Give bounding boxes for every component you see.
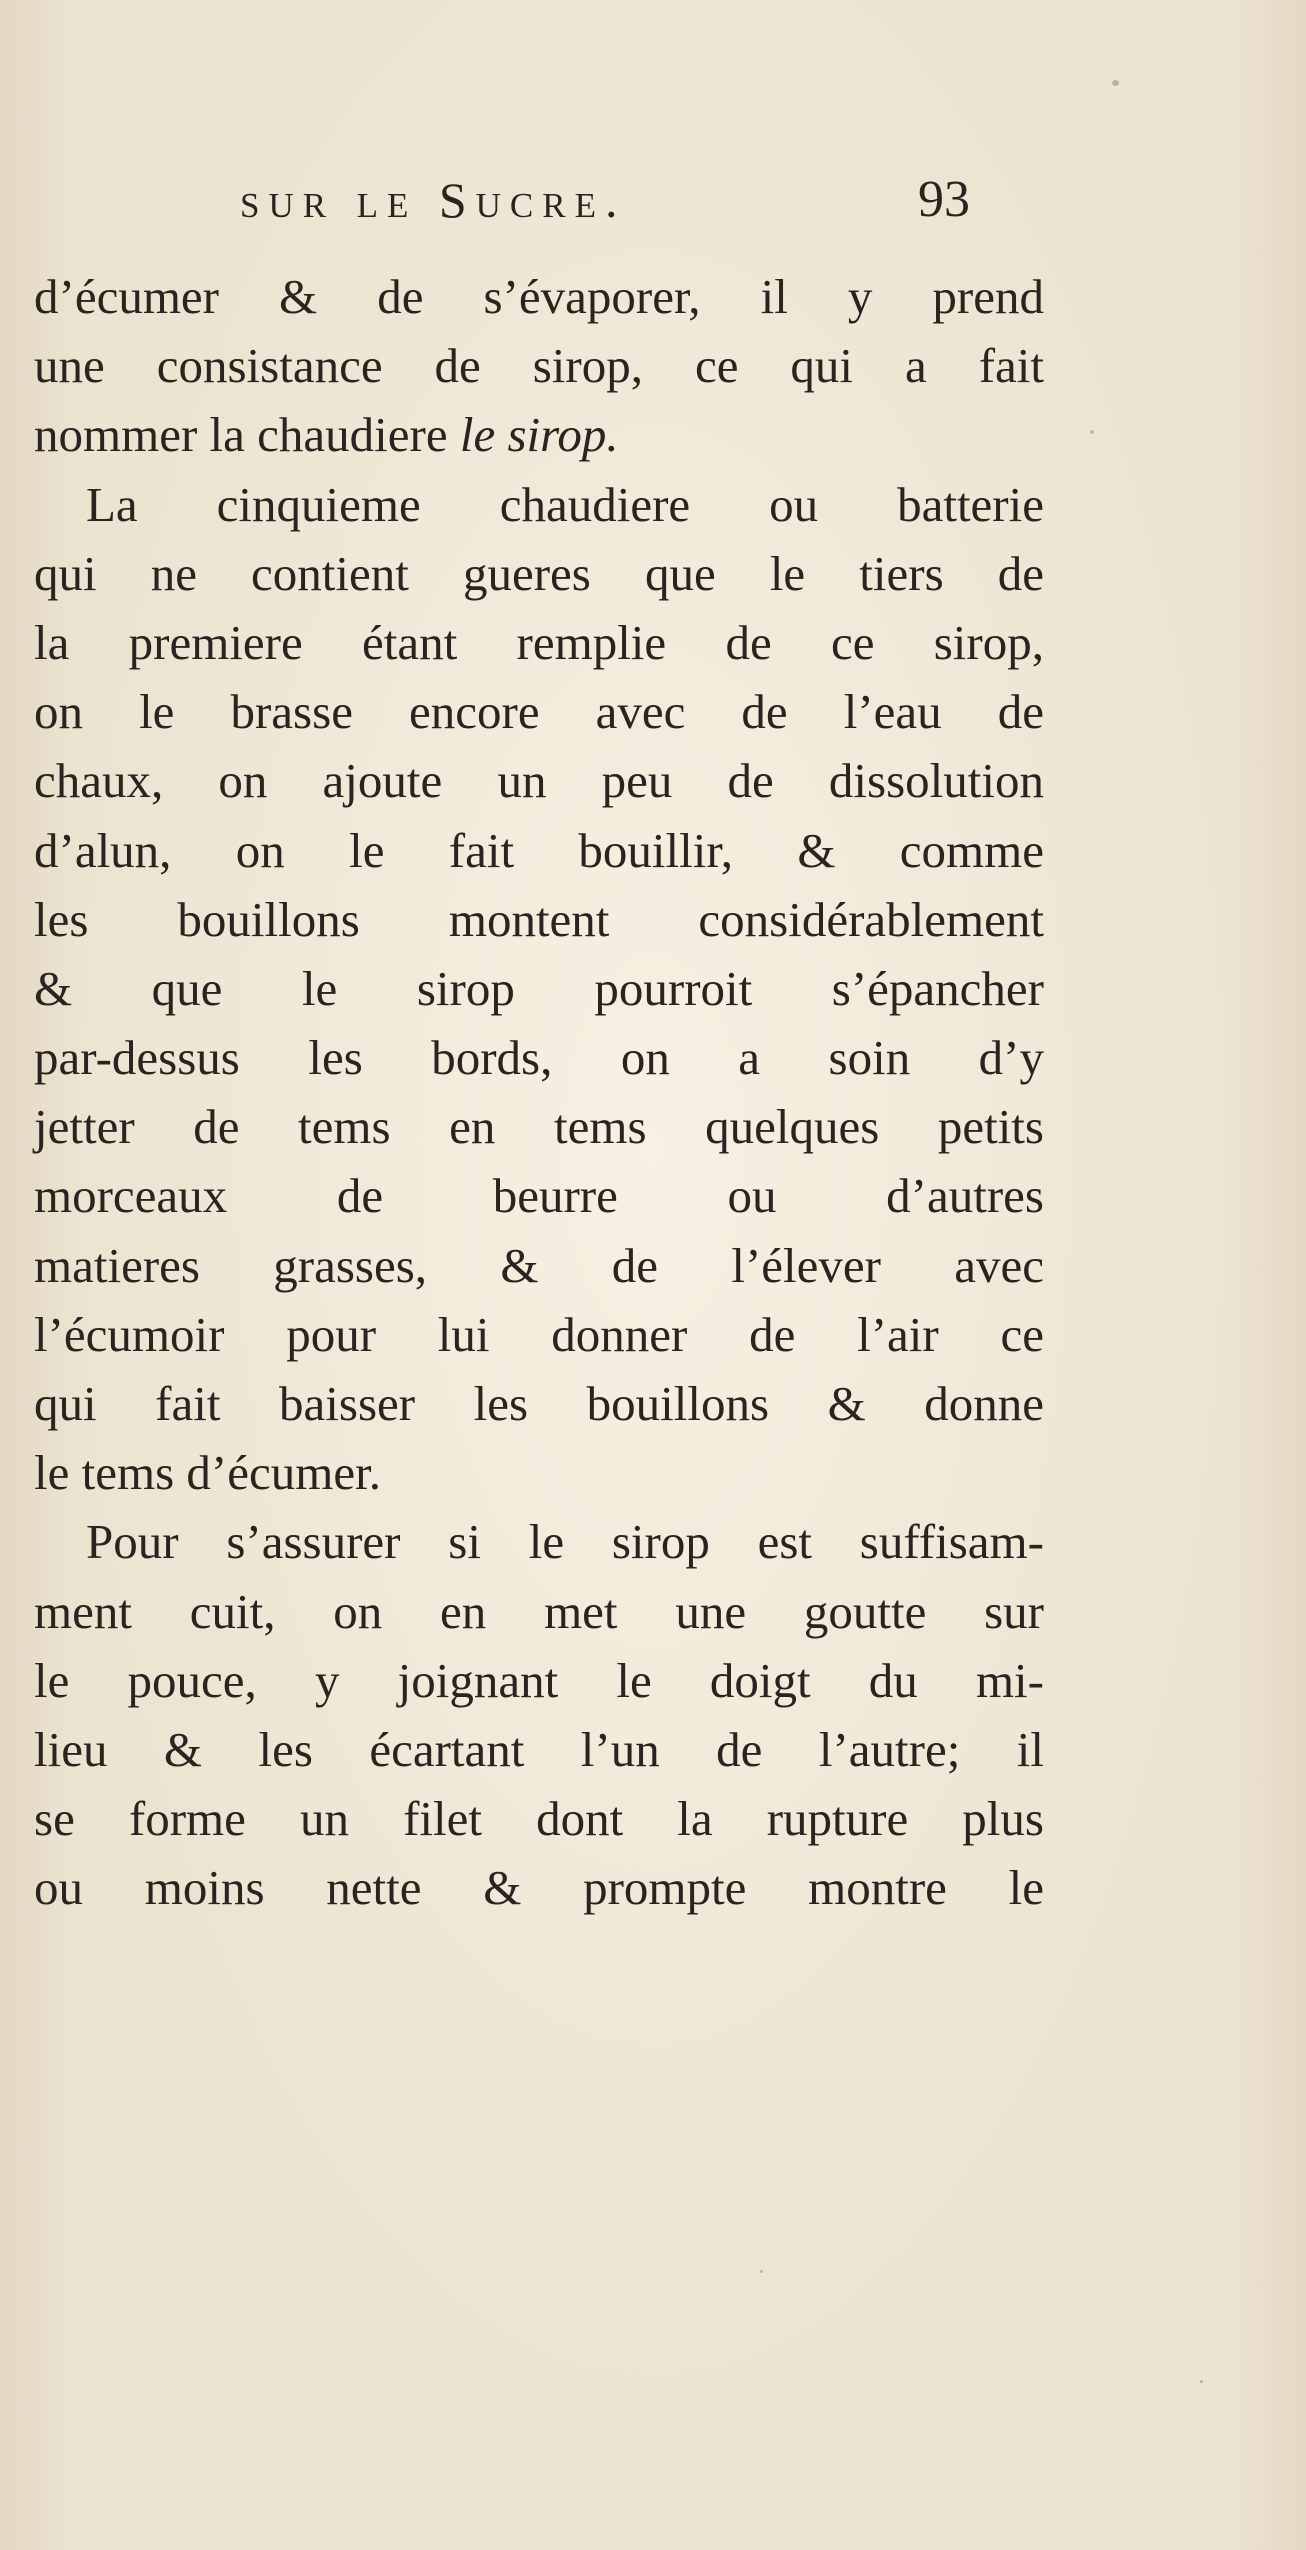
body-text: [34, 262, 1044, 1923]
text-line: [34, 400, 1044, 469]
text-line: matieres grasses, & de l’élever avec: [34, 1237, 1044, 1293]
text-line: l’écumoir pour lui donner de l’air ce: [34, 1306, 1044, 1362]
text-line: le pouce, y joignant le doigt du mi-: [34, 1652, 1044, 1708]
text-line: lieu & les écartant l’un de l’autre; il: [34, 1721, 1044, 1777]
running-title: sur le Sucre.: [240, 172, 627, 228]
text-line: & que le sirop pourroit s’épancher: [34, 960, 1044, 1016]
paper-speck: [760, 2270, 763, 2273]
text-line: d’écumer & de s’évaporer, il y prend: [34, 269, 1044, 324]
text-line: on le brasse encore avec de l’eau de: [34, 684, 1044, 740]
text-line: d’alun, on le fait bouillir, & comme: [34, 822, 1044, 878]
text-line: morceaux de beurre ou d’autres: [34, 1168, 1044, 1224]
text-line: qui fait baisser les bouillons & donne: [34, 1376, 1044, 1431]
paragraph-first-line: Pour s’assurer si le sirop est suffisam-: [86, 1514, 1044, 1570]
text-line: une consistance de sirop, ce qui a fait: [34, 338, 1044, 394]
text-line: qui ne contient gueres que le tiers de: [34, 545, 1044, 601]
text-fragment: nommer la chaudiere: [34, 407, 460, 463]
text-line: le tems d’écumer.: [34, 1445, 381, 1501]
text-line: la premiere étant remplie de ce sirop,: [34, 614, 1044, 670]
page-number: 93: [918, 171, 970, 228]
paper-speck: [1090, 430, 1094, 434]
text-line: jetter de tems en tems quelques petits: [34, 1099, 1044, 1155]
text-line: ou moins nette & prompte montre le: [34, 1860, 1044, 1916]
italic-term: le sirop.: [459, 407, 619, 463]
paper-speck: [1200, 2380, 1203, 2383]
paragraph-first-line: La cinquieme chaudiere ou batterie: [86, 476, 1044, 532]
text-line: les bouillons montent considérablement: [34, 891, 1044, 947]
text-line: ment cuit, on en met une goutte sur: [34, 1583, 1044, 1639]
text-line: se forme un filet dont la rupture plus: [34, 1791, 1044, 1847]
text-line: par-dessus les bords, on a soin d’y: [34, 1030, 1044, 1086]
paper-speck: [1112, 80, 1119, 86]
text-line: chaux, on ajoute un peu de dissolution: [34, 753, 1044, 809]
page-header: [0, 165, 1306, 235]
